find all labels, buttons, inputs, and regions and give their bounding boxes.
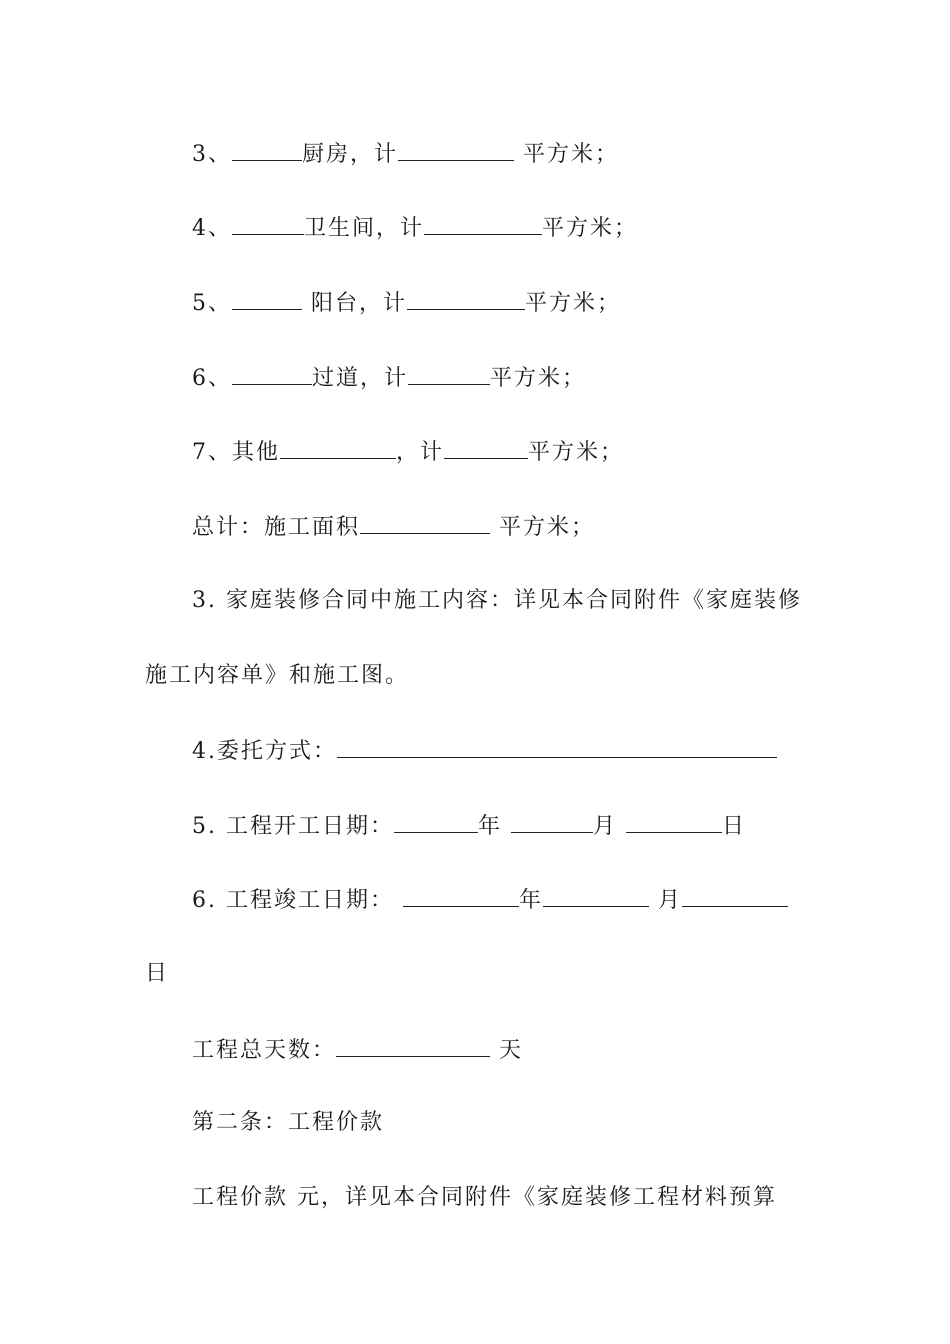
area-line-kitchen bbox=[192, 138, 619, 170]
room-label: 卫生间，计 bbox=[304, 216, 425, 241]
fill-blank[interactable] bbox=[398, 138, 514, 161]
commission-method-line bbox=[192, 735, 777, 767]
field-label: 6. 工程竣工日期： bbox=[192, 888, 403, 913]
field-label: 5. 工程开工日期： bbox=[192, 814, 394, 839]
fill-blank[interactable] bbox=[360, 511, 490, 534]
price-line bbox=[192, 1183, 777, 1213]
fill-blank[interactable] bbox=[424, 212, 542, 235]
paragraph-text: 3. 家庭装修合同中施工内容：详见本合同附件《家庭装修 bbox=[192, 588, 802, 613]
room-label: 过道，计 bbox=[312, 366, 409, 391]
year-label: 年 bbox=[477, 814, 511, 839]
fill-blank[interactable] bbox=[280, 436, 396, 459]
area-line-corridor bbox=[192, 362, 586, 394]
item-number: 4、 bbox=[192, 216, 232, 241]
field-label: 工程总天数： bbox=[192, 1038, 337, 1063]
item-number: 6、 bbox=[192, 366, 232, 391]
month-blank[interactable] bbox=[543, 884, 649, 907]
completion-date-continuation bbox=[145, 959, 169, 989]
day-blank[interactable] bbox=[626, 810, 722, 833]
article-heading bbox=[192, 1108, 384, 1138]
start-date-line bbox=[192, 810, 746, 842]
day-blank[interactable] bbox=[682, 884, 788, 907]
unit-label: 平方米； bbox=[542, 216, 639, 241]
area-line-balcony bbox=[192, 287, 621, 319]
total-label: 总计：施工面积 bbox=[192, 515, 361, 540]
area-line-bathroom bbox=[192, 212, 638, 244]
total-days-line bbox=[192, 1034, 523, 1066]
unit-label: 平方米； bbox=[490, 366, 587, 391]
fill-blank[interactable] bbox=[336, 1034, 490, 1057]
paragraph-text: 工程价款 元，详见本合同附件《家庭装修工程材料预算 bbox=[192, 1185, 777, 1210]
total-area-line bbox=[192, 511, 595, 543]
room-label: 厨房，计 bbox=[302, 142, 399, 167]
count-label: ，计 bbox=[396, 440, 445, 465]
paragraph-text: 施工内容单》和施工图。 bbox=[145, 663, 410, 688]
fill-blank[interactable] bbox=[408, 362, 490, 385]
day-label: 日 bbox=[145, 961, 170, 986]
completion-date-line bbox=[192, 884, 788, 916]
month-label: 月 bbox=[592, 814, 626, 839]
unit-label: 平方米； bbox=[514, 142, 620, 167]
year-blank[interactable] bbox=[403, 884, 519, 907]
section-heading: 第二条：工程价款 bbox=[192, 1110, 385, 1135]
fill-blank[interactable] bbox=[232, 212, 304, 235]
unit-label: 平方米； bbox=[490, 515, 596, 540]
unit-label: 天 bbox=[490, 1038, 524, 1063]
construction-content-line bbox=[192, 586, 802, 616]
construction-content-continuation bbox=[145, 661, 409, 691]
item-number: 5、 bbox=[192, 291, 232, 316]
fill-blank[interactable] bbox=[232, 138, 302, 161]
month-label: 月 bbox=[649, 888, 682, 913]
fill-blank[interactable] bbox=[232, 287, 302, 310]
area-line-other bbox=[192, 436, 624, 468]
item-label: 7、其他 bbox=[192, 440, 280, 465]
fill-blank[interactable] bbox=[232, 362, 312, 385]
year-label: 年 bbox=[518, 888, 543, 913]
fill-blank[interactable] bbox=[407, 287, 525, 310]
fill-blank[interactable] bbox=[337, 735, 777, 758]
unit-label: 平方米； bbox=[525, 291, 622, 316]
room-label: 阳台，计 bbox=[302, 291, 407, 316]
field-label: 4.委托方式： bbox=[192, 739, 337, 764]
year-blank[interactable] bbox=[394, 810, 478, 833]
day-label: 日 bbox=[721, 814, 746, 839]
month-blank[interactable] bbox=[511, 810, 593, 833]
fill-blank[interactable] bbox=[444, 436, 528, 459]
unit-label: 平方米； bbox=[528, 440, 625, 465]
item-number: 3、 bbox=[192, 142, 232, 167]
